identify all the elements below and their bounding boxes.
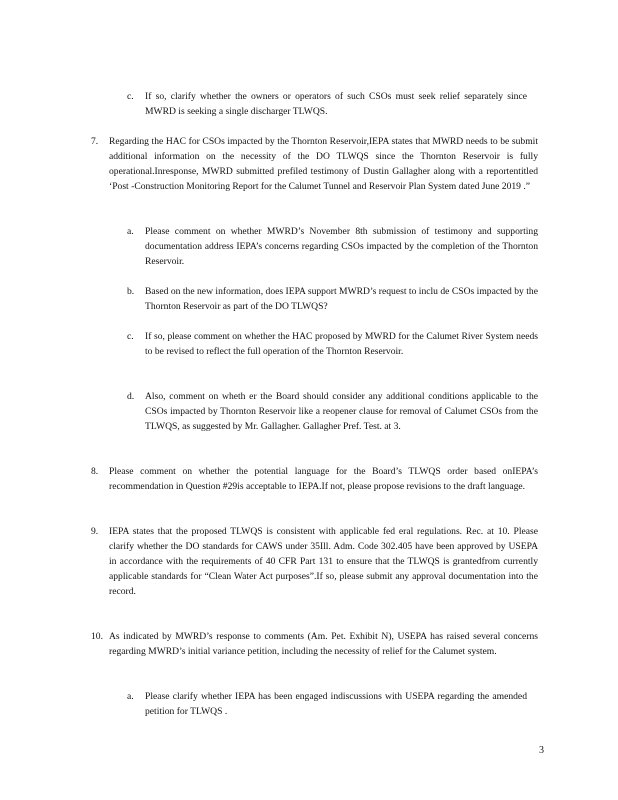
item-text: Please comment on whether MWRD’s November 8th submission of testimony and supporting documentation address IEPA’s concerns regarding CSOs impacted by the completion of the Thornton Reservoir. xyxy=(145,226,538,267)
item-marker: a. xyxy=(127,226,134,237)
list-item xyxy=(127,284,538,314)
item-marker: d. xyxy=(127,391,135,402)
list-item xyxy=(91,464,538,494)
list-item xyxy=(91,524,538,599)
item-text: If so, clarify whether the owners or operators of such CSOs must seek relief separately since MWRD is seeking a single discharger TLWQS. xyxy=(145,91,527,117)
item-marker: 10. xyxy=(91,631,103,642)
item-text: Please clarify whether IEPA has been engaged indiscussions with USEPA regarding the amended petition for TLWQS . xyxy=(145,691,527,717)
item-marker: 8. xyxy=(91,466,99,477)
item-marker: b. xyxy=(127,286,135,297)
list-item xyxy=(127,689,527,719)
list-item xyxy=(127,329,538,359)
item-text: Regarding the HAC for CSOs impacted by the Thornton Reservoir,IEPA states that MWRD needs to be submit additional information on the necessity of the DO TLWQS since the Thornton Reservoir is fully operational.Inresponse, MWRD submitted prefiled testimony of Dustin Gallagher along with a reportentitled ‘Post -Construction Monitoring Report for the Calumet Tunnel and Reservoir Plan System dated June 2019 .” xyxy=(109,136,538,192)
list-item xyxy=(127,389,538,434)
item-marker: 9. xyxy=(91,526,99,537)
item-marker: c. xyxy=(127,331,134,342)
list-item xyxy=(91,629,538,659)
item-text: As indicated by MWRD’s response to comments (Am. Pet. Exhibit N), USEPA has raised several concerns regarding MWRD’s initial variance petition, including the necessity of relief for the Calumet system. xyxy=(109,631,538,657)
item-text: Please comment on whether the potential language for the Board’s TLWQS order based onIEPA’s recommendation in Question #29is acceptable to IEPA.If not, please propose revisions to the draft language. xyxy=(109,466,538,492)
list-item xyxy=(91,134,538,194)
item-marker: a. xyxy=(127,691,134,702)
list-item xyxy=(127,89,527,119)
item-text: Based on the new information, does IEPA support MWRD’s request to inclu de CSOs impacted by the Thornton Reservoir as part of the DO TLWQS? xyxy=(145,286,538,312)
item-marker: 7. xyxy=(91,136,99,147)
item-marker: c. xyxy=(127,91,134,102)
item-text: IEPA states that the proposed TLWQS is consistent with applicable fed eral regulations. Rec. at 10. Please clarify whether the DO standards for CAWS under 35Ill. Adm. Code 302.405 have been approved by USEPA in accordance with the requirements of 40 CFR Part 131 to ensure that the TLWQS is grantedfrom currently applicable standards for “Clean Water Act purposes”.If so, please submit any approval documentation into the record. xyxy=(109,526,538,597)
page-number: 3 xyxy=(539,745,544,756)
list-item xyxy=(127,224,538,269)
item-text: Also, comment on wheth er the Board should consider any additional conditions applicable to the CSOs impacted by Thornton Reservoir like a reopener clause for removal of Calumet CSOs from the TLWQS, as suggested by Mr. Gallagher. Gallagher Pref. Test. at 3. xyxy=(145,391,538,432)
item-text: If so, please comment on whether the HAC proposed by MWRD for the Calumet River System needs to be revised to reflect the full operation of the Thornton Reservoir. xyxy=(145,331,538,357)
